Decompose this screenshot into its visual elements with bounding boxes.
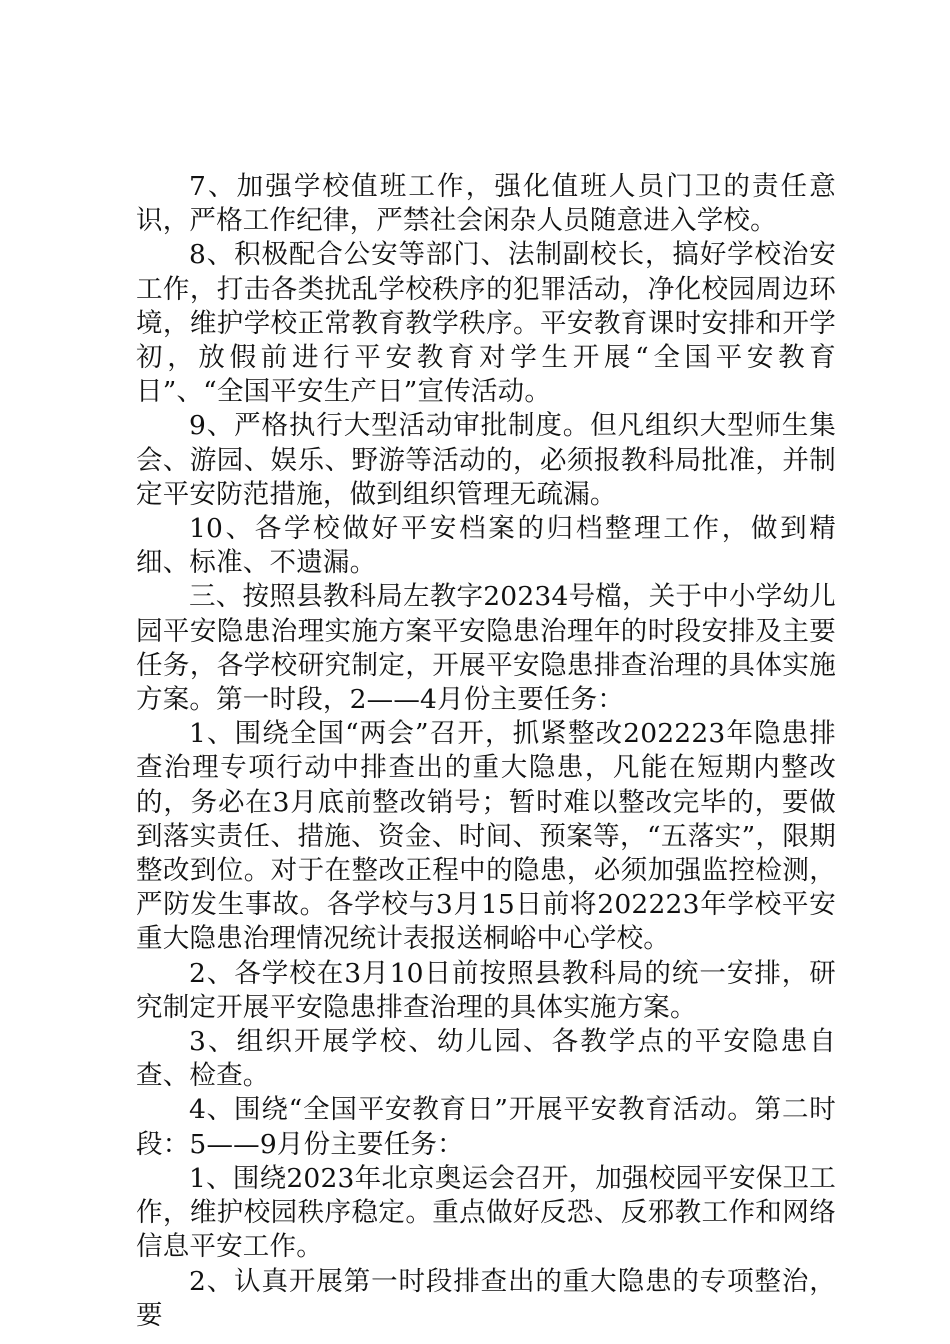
paragraph-stage1-task-1: 1、围绕全国“两会”召开，抓紧整改202223年隐患排查治理专项行动中排查出的重大隐患，凡能在短期内整改的，务必在3月底前整改销号；暂时难以整改完毕的，要做到落实责任、措施、资金、时间、预案等，“五落实”，限期整改到位。对于在整改正程中的隐患，必须加强监控检测，严防发生事故。各学校与3月15日前将202223年学校平安重大隐患治理情况统计表报送桐峪中心学校。 — [136, 718, 836, 955]
paragraph-item-10: 10、各学校做好平安档案的归档整理工作，做到精细、标准、不遗漏。 — [136, 513, 836, 579]
paragraph-stage1-task-3: 3、组织开展学校、幼儿园、各教学点的平安隐患自查、检查。 — [136, 1026, 836, 1092]
paragraph-stage2-task-2: 2、认真开展第一时段排查出的重大隐患的专项整治，要 — [136, 1265, 836, 1331]
paragraph-item-7: 7、加强学校值班工作，强化值班人员门卫的责任意识，严格工作纪律，严禁社会闲杂人员随意进入学校。 — [136, 171, 836, 237]
paragraph-stage1-task-4: 4、围绕“全国平安教育日”开展平安教育活动。第二时段：5——9月份主要任务： — [136, 1094, 836, 1160]
document-body — [136, 170, 836, 1333]
paragraph-item-9: 9、严格执行大型活动审批制度。但凡组织大型师生集会、游园、娱乐、野游等活动的，必须报教科局批准，并制定平安防范措施，做到组织管理无疏漏。 — [136, 410, 836, 510]
paragraph-stage1-task-2: 2、各学校在3月10日前按照县教科局的统一安排，研究制定开展平安隐患排查治理的具体实施方案。 — [136, 957, 836, 1023]
paragraph-section-3: 三、按照县教科局左教字20234号檔，关于中小学幼儿园平安隐患治理实施方案平安隐患治理年的时段安排及主要任务，各学校研究制定，开展平安隐患排查治理的具体实施方案。第一时段，2——4月份主要任务： — [136, 581, 836, 716]
paragraph-item-8: 8、积极配合公安等部门、法制副校长，搞好学校治安工作，打击各类扰乱学校秩序的犯罪活动，净化校园周边环境，维护学校正常教育教学秩序。平安教育课时安排和开学初，放假前进行平安教育对学生开展“全国平安教育日”、“全国平安生产日”宣传活动。 — [136, 239, 836, 408]
paragraph-stage2-task-1: 1、围绕2023年北京奥运会召开，加强校园平安保卫工作，维护校园秩序稳定。重点做好反恐、反邪教工作和网络信息平安工作。 — [136, 1162, 836, 1263]
